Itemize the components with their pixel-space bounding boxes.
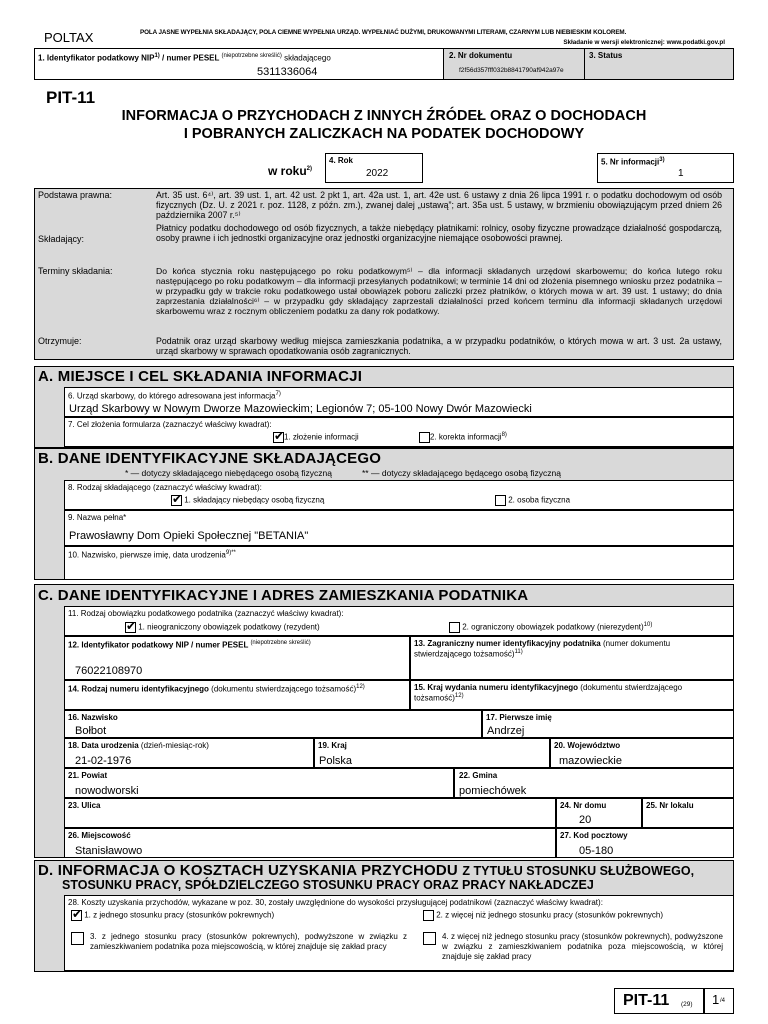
field-27-label: 27. Kod pocztowy [560, 831, 628, 840]
section-d-title-part2: Z TYTUŁU STOSUNKU SŁUŻBOWEGO, [462, 864, 695, 878]
field-18-label: 18. Data urodzenia [68, 741, 139, 750]
field-11-option-1-label: 1. nieograniczony obowiązek podatkowy (rezydent) [138, 622, 320, 632]
field-11-option-1[interactable] [125, 622, 320, 633]
form-title-line2: I POBRANYCH ZALICZKACH NA PODATEK DOCHODOWY [183, 126, 585, 142]
field-8-label: 8. Rodzaj składającego (zaznaczyć właściwy kwadrat): [68, 483, 262, 492]
checkbox-icon[interactable] [423, 910, 434, 921]
checkbox-icon[interactable] [71, 932, 84, 945]
footer-page-total: /4 [720, 998, 726, 1004]
field-2-value: f2f56d357fff032b8841790af942a97e [459, 67, 564, 74]
field-13-sup: 11) [514, 649, 523, 655]
filer-label: Składający: [38, 234, 85, 244]
field-18-value: 21-02-1976 [75, 755, 132, 767]
field-4-label: 4. Rok [329, 156, 354, 165]
field-24-value: 20 [579, 814, 592, 826]
field-21-value: nowodworski [75, 785, 139, 797]
field-5-value: 1 [678, 168, 684, 179]
field-12-label: 12. Identyfikator podatkowy NIP / numer PESEL [68, 640, 249, 650]
checkbox-checked-icon[interactable] [171, 495, 182, 506]
section-d-title-line2: STOSUNKU PRACY, SPÓŁDZIELCZEGO STOSUNKU PRACY ORAZ PRACY NAKŁADCZEJ [62, 878, 594, 892]
field-19-label: 19. Kraj [318, 741, 347, 750]
footer-page: 1 [712, 992, 720, 1007]
deadline-text: Do końca stycznia roku następującego po roku podatkowym⁵⁾ – dla informacji składanych urzędowi skarbowemu; do końca lutego roku następującego po roku podatkowym – dla informacji przesyłanych podatnikowi; w terminie 14 dni od złożenia pisemnego wniosku przez podatnika – w przypadku gdy w trakcie roku podatkowego ustał obowiązek poboru zaliczki przez płatników, o których mowa w art. 39 ust. 1 ustawy; do dnia zaprzestania działalności⁶⁾ – w przypadku gdy składający zaprzestali działalności przed końcem terminu dla informacji składanych urzędowi skarbowemu wraz z rocznym obliczeniem podatku za dany rok podatkowy. [156, 266, 722, 316]
field-15-id-country[interactable] [410, 680, 734, 710]
field-22-value: pomiechówek [459, 785, 527, 797]
field-7-hint: (zaznaczyć właściwy kwadrat): [162, 420, 272, 429]
year-prefix-text: w roku [268, 164, 307, 178]
field-26-label: 26. Miejscowość [68, 831, 131, 840]
field-25-apartment-number[interactable] [642, 798, 734, 828]
field-3-status [585, 48, 734, 80]
year-prefix-sup: 2) [306, 166, 313, 172]
field-16-value: Bołbot [75, 725, 107, 737]
field-16-label: 16. Nazwisko [68, 713, 118, 722]
field-5-label: 5. Nr informacji [601, 157, 660, 167]
section-d-title-part1: D. INFORMACJA O KOSZTACH UZYSKANIA PRZYCHODU [38, 862, 458, 879]
field-9-value: Prawosławny Dom Opieki Społecznej "BETANIA" [69, 530, 309, 542]
electronic-submission-note: Składanie w wersji elektronicznej: www.podatki.gov.pl [563, 39, 725, 46]
field-8-option-1[interactable] [171, 495, 324, 506]
field-7-label: 7. Cel złożenia formularza [68, 420, 161, 429]
field-6-tax-office[interactable] [64, 387, 734, 417]
field-11-option-2-label: 2. ograniczony obowiązek podatkowy (nierezydent) [462, 622, 644, 632]
recipient-text: Podatnik oraz urząd skarbowy według miejsca zamieszkania podatnika, a w przypadku podatników, o których mowa w art. 3 ust. 2a ustawy, urząd skarbowy w sprawach opodatkowania osób zagranicznych. [156, 336, 722, 356]
field-24-house-number[interactable] [556, 798, 642, 828]
field-26-value: Stanisławowo [75, 845, 143, 857]
brand-label: POLTAX [44, 30, 94, 45]
field-23-label: 23. Ulica [68, 801, 101, 810]
field-10-label: 10. Nazwisko, pierwsze imię, data urodzenia [68, 550, 226, 560]
field-4-year[interactable] [325, 153, 423, 183]
field-1-small-note: (niepotrzebne skreślić) [221, 53, 282, 59]
section-c-title: C. DANE IDENTYFIKACYJNE I ADRES ZAMIESZKANIA PODATNIKA [38, 587, 529, 604]
year-prefix [268, 164, 312, 178]
field-15-label: 15. Kraj wydania numeru identyfikacyjnego [414, 683, 579, 692]
field-28-option-1[interactable] [71, 910, 274, 921]
checkbox-checked-icon[interactable] [71, 910, 82, 921]
field-9-full-name[interactable] [64, 510, 734, 546]
field-14-id-type[interactable] [64, 680, 410, 710]
field-21-county[interactable] [64, 768, 454, 798]
legal-basis-text: Art. 35 ust. 6⁴⁾, art. 39 ust. 1, art. 42 ust. 2 pkt 1, art. 42a ust. 1, art. 42e ust. 6 ustawy z dnia 26 lipca 1991 r. o podatku dochodowym od osób fizycznych (Dz. U. z 2021 r. poz. 1128, z późn. zm.), zwanej dalej „ustawą”; art. 35a ust. 5 ustawy, w brzmieniu obowiązującym przed dniem 26 października 2007 r.⁵⁾ [156, 190, 722, 220]
field-1-sup: 1) [154, 53, 160, 59]
field-13-hint: (numer dokumentu stwierdzającego tożsamość) [414, 639, 671, 659]
field-6-label: 6. Urząd skarbowy, do którego adresowana jest informacja [68, 391, 276, 401]
field-20-label: 20. Województwo [554, 741, 621, 750]
field-17-label: 17. Pierwsze imię [486, 713, 552, 722]
checkbox-icon[interactable] [449, 622, 460, 633]
field-17-first-name[interactable] [482, 710, 734, 738]
field-2-label: 2. Nr dokumentu [449, 51, 513, 60]
field-9-label: 9. Nazwa pełna* [68, 513, 127, 522]
field-27-postal-code[interactable] [556, 828, 734, 858]
field-14-hint: (dokumentu stwierdzającego tożsamość) [211, 684, 357, 694]
field-28-option-1-label: 1. z jednego stosunku pracy (stosunków pokrewnych) [84, 910, 275, 920]
field-17-value: Andrzej [487, 725, 525, 737]
field-7-option-2-sup: 8) [501, 432, 507, 438]
field-18-hint: (dzień-miesiąc-rok) [140, 741, 209, 750]
field-4-value: 2022 [366, 168, 389, 179]
field-28-option-2[interactable] [423, 910, 663, 921]
field-28-income-costs [64, 895, 734, 971]
field-28-option-3-label: 3. z jednego stosunku pracy (stosunków pokrewnych), podwyższone w związku z zamieszkiwaniem podatnika poza miejscowością, w której znajduje się zakład pracy [90, 932, 407, 951]
legal-basis-label: Podstawa prawna: [38, 190, 113, 200]
checkbox-checked-icon[interactable] [125, 622, 136, 633]
field-21-label: 21. Powiat [68, 771, 108, 780]
field-1-label-mid: / numer PESEL [162, 53, 220, 63]
form-title-line1: INFORMACJA O PRZYCHODACH Z INNYCH ŹRÓDEŁ ORAZ O DOCHODACH [121, 108, 647, 124]
field-12-value: 76022108970 [75, 665, 143, 677]
field-6-sup: 7) [275, 391, 281, 397]
field-1-label: 1. Identyfikator podatkowy NIP [38, 53, 155, 63]
field-6-value: Urząd Skarbowy w Nowym Dworze Mazowieckim; Legionów 7; 05-100 Nowy Dwór Mazowiecki [69, 403, 532, 415]
deadline-label: Terminy składania: [38, 266, 113, 276]
field-7-purpose [64, 417, 734, 447]
field-25-label: 25. Nr lokalu [646, 801, 694, 810]
field-11-tax-obligation [64, 606, 734, 636]
field-10-sup: 9)** [225, 550, 236, 556]
field-2-document-number [445, 48, 585, 80]
fill-instruction: POLA JASNE WYPEŁNIA SKŁADAJĄCY, POLA CIEMNE WYPEŁNIA URZĄD. WYPEŁNIAĆ DUŻYMI, DRUKOWANYMI LITERAMI, CZARNYM LUB NIEBIESKIM KOLOREM. [140, 29, 627, 36]
field-13-label: 13. Zagraniczny numer identyfikacyjny podatnika [414, 639, 601, 648]
field-20-value: mazowieckie [559, 755, 622, 767]
field-8-filer-type [64, 480, 734, 510]
field-12-small-note: (niepotrzebne skreślić) [250, 640, 311, 646]
footer-code: PIT-11 [623, 992, 670, 1009]
field-27-value: 05-180 [579, 845, 614, 857]
footer-version: (29) [681, 1001, 693, 1008]
field-13-foreign-id[interactable] [410, 636, 734, 680]
field-28-option-4[interactable] [423, 932, 723, 962]
field-28-option-3[interactable] [71, 932, 407, 952]
filer-text: Płatnicy podatku dochodowego od osób fizycznych, a także niebędący płatnikami: rolnicy, osoby fizyczne prowadzące działalność gospodarczą, osoby prawne i ich jednostki organizacyjne oraz jednostki organizacyjne niemające osobowości prawnej. [156, 223, 722, 243]
field-8-option-2-label: 2. osoba fizyczna [508, 495, 571, 505]
checkbox-icon[interactable] [495, 495, 506, 506]
field-24-label: 24. Nr domu [560, 801, 607, 810]
field-3-label: 3. Status [589, 51, 623, 60]
section-b-title: B. DANE IDENTYFIKACYJNE SKŁADAJĄCEGO [38, 450, 382, 467]
field-14-label: 14. Rodzaj numeru identyfikacyjnego [68, 684, 209, 694]
field-5-sup: 3) [659, 157, 665, 163]
field-18-birth-date[interactable] [64, 738, 314, 768]
field-7-option-2-label: 2. korekta informacji [430, 432, 502, 442]
field-15-hint: (dokumentu stwierdzającego tożsamość) [414, 683, 683, 703]
field-11-option-2-sup: 10) [643, 622, 653, 628]
field-7-option-1[interactable] [273, 432, 359, 443]
field-22-commune[interactable] [454, 768, 734, 798]
field-8-option-2[interactable] [495, 495, 570, 506]
section-b-note-2: ** — dotyczy składającego będącego osobą fizyczną [362, 468, 561, 478]
section-a-title: A. MIEJSCE I CEL SKŁADANIA INFORMACJI [38, 368, 363, 385]
field-28-option-2-label: 2. z więcej niż jednego stosunku pracy (stosunków pokrewnych) [436, 910, 664, 920]
field-14-sup: 12) [356, 684, 365, 690]
field-7-option-1-label: 1. złożenie informacji [284, 432, 359, 442]
field-1-taxpayer-id[interactable] [34, 48, 444, 80]
checkbox-icon[interactable] [419, 432, 430, 443]
field-15-sup: 12) [454, 693, 464, 699]
field-28-label: 28. Koszty uzyskania przychodów, wykazane w poz. 30, zostały uwzględnione do wysokości przysługującej podatnikowi (zaznaczyć właściwy kwadrat): [68, 898, 603, 907]
field-12-taxpayer-nip-pesel[interactable] [64, 636, 410, 680]
field-7-option-2[interactable] [419, 432, 507, 443]
field-16-surname[interactable] [64, 710, 482, 738]
field-11-option-2[interactable] [449, 622, 652, 633]
field-28-option-4-label: 4. z więcej niż jednego stosunku pracy (stosunków pokrewnych), podwyższone w związku z zamieszkiwaniem podatnika poza miejscowością, w której znajduje się zakład pracy [442, 932, 723, 961]
form-code: PIT-11 [46, 88, 96, 107]
field-1-label-end: składającego [284, 53, 331, 63]
field-19-value: Polska [319, 755, 353, 767]
checkbox-icon[interactable] [423, 932, 436, 945]
field-11-label: 11. Rodzaj obowiązku podatkowego podatnika (zaznaczyć właściwy kwadrat): [68, 609, 344, 618]
footer-page-number [704, 988, 734, 1014]
footer-form-code [614, 988, 704, 1014]
checkbox-checked-icon[interactable] [273, 432, 284, 443]
field-8-option-1-label: 1. składający niebędący osobą fizyczną [184, 495, 325, 505]
field-20-voivodeship[interactable] [550, 738, 734, 768]
recipient-label: Otrzymuje: [38, 336, 82, 346]
section-b-note-1: * — dotyczy składającego niebędącego osobą fizyczną [125, 468, 332, 478]
field-5-info-number[interactable] [597, 153, 734, 183]
field-23-street[interactable] [64, 798, 556, 828]
field-19-country[interactable] [314, 738, 550, 768]
field-22-label: 22. Gmina [459, 771, 498, 780]
field-1-value: 5311336064 [257, 66, 318, 78]
field-26-locality[interactable] [64, 828, 556, 858]
field-10-person-details[interactable] [64, 546, 734, 580]
